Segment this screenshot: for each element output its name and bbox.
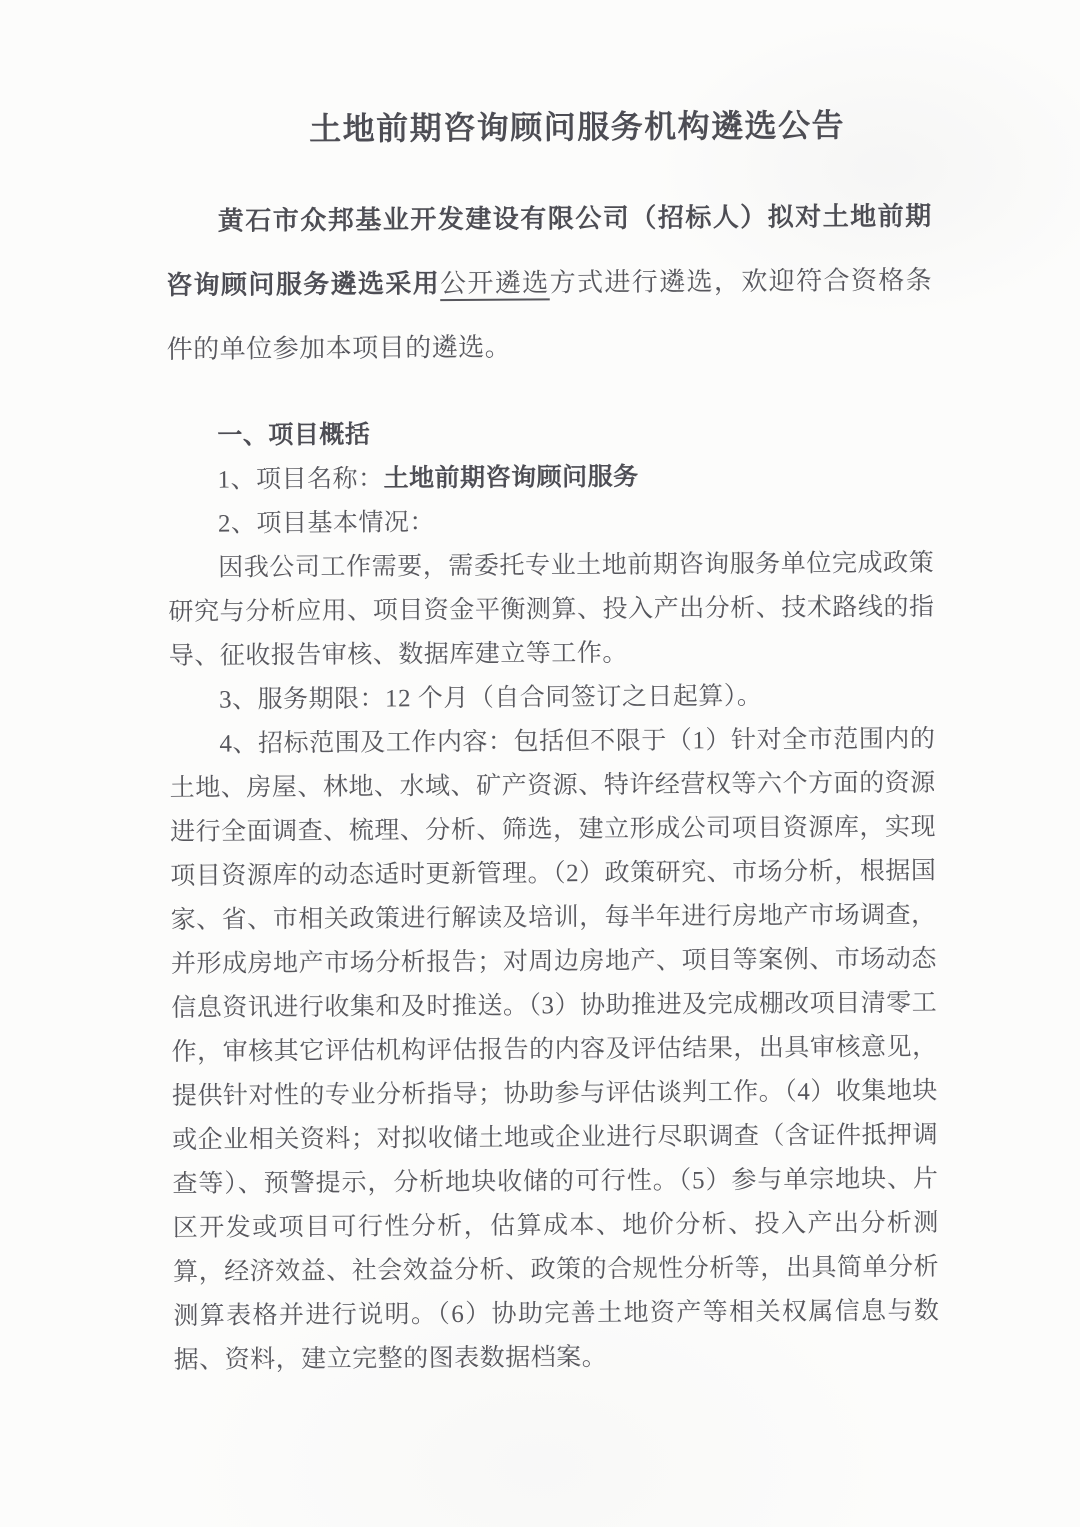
- intro-bold-text: 黄石市众邦基业开发建设有限公司（招标人）拟对土地前期咨询顾问服务遴选采用: [166, 201, 932, 300]
- document-content: [165, 105, 940, 1383]
- item-project-name-label: 1、项目名称：: [217, 465, 384, 494]
- paragraph-basic-info: 因我公司工作需要，需委托专业土地前期咨询服务单位完成政策研究与分析应用、项目资金平衡测算、投入产出分析、技术路线的指导、征收报告审核、数据库建立等工作。: [168, 549, 935, 670]
- intro-underlined-text: 公开遴选: [439, 268, 550, 299]
- document-title: 土地前期咨询顾问服务机构遴选公告: [308, 107, 846, 147]
- item-project-name: [167, 454, 933, 503]
- item-basic-info-label: 2、项目基本情况：: [217, 509, 435, 538]
- paragraph-scope-of-work: 4、招标范围及工作内容：包括但不限于（1）针对全市范围内的土地、房屋、林地、水域、矿产资源、特许经营权等六个方面的资源进行全面调查、梳理、分析、筛选，建立形成公司项目资源库，实现项目资源库的动态适时更新管理。（2）政策研究、市场分析，根据国家、省、市相关政策进行解读及培训，每半年进行房地产市场调查，并形成房地产市场分析报告；对周边房地产、项目等案例、市场动态信息资讯进行收集和及时推送。（3）协助推进及完成棚改项目清零工作，审核其它评估机构评估报告的内容及评估结果，出具审核意见，提供针对性的专业分析指导；协助参与评估谈判工作。（4）收集地块或企业相关资料；对拟收储土地或企业进行尽职调查（含证件抵押调查等）、预警提示，分析地块收储的可行性。（5）参与单宗地块、片区开发或项目可行性分析，估算成本、地价分析、投入产出分析测算，经济效益、社会效益分析、政策的合规性分析等，出具简单分析测算表格并进行说明。（6）协助完善土地资产等相关权属信息与数据、资料，建立完整的图表数据档案。: [169, 725, 940, 1374]
- section-heading: 一、项目概括: [217, 421, 371, 450]
- intro-paragraph: [166, 185, 933, 382]
- item-service-period: 3、服务期限：12 个月（自合同签订之日起算）。: [219, 682, 763, 714]
- intro-regular-text: 方式进行遴选，欢迎符合资格条件的单位参加本项目的遴选。: [166, 265, 933, 364]
- item-project-name-value: 土地前期咨询顾问服务: [383, 463, 639, 493]
- section-project-overview: [167, 410, 940, 1383]
